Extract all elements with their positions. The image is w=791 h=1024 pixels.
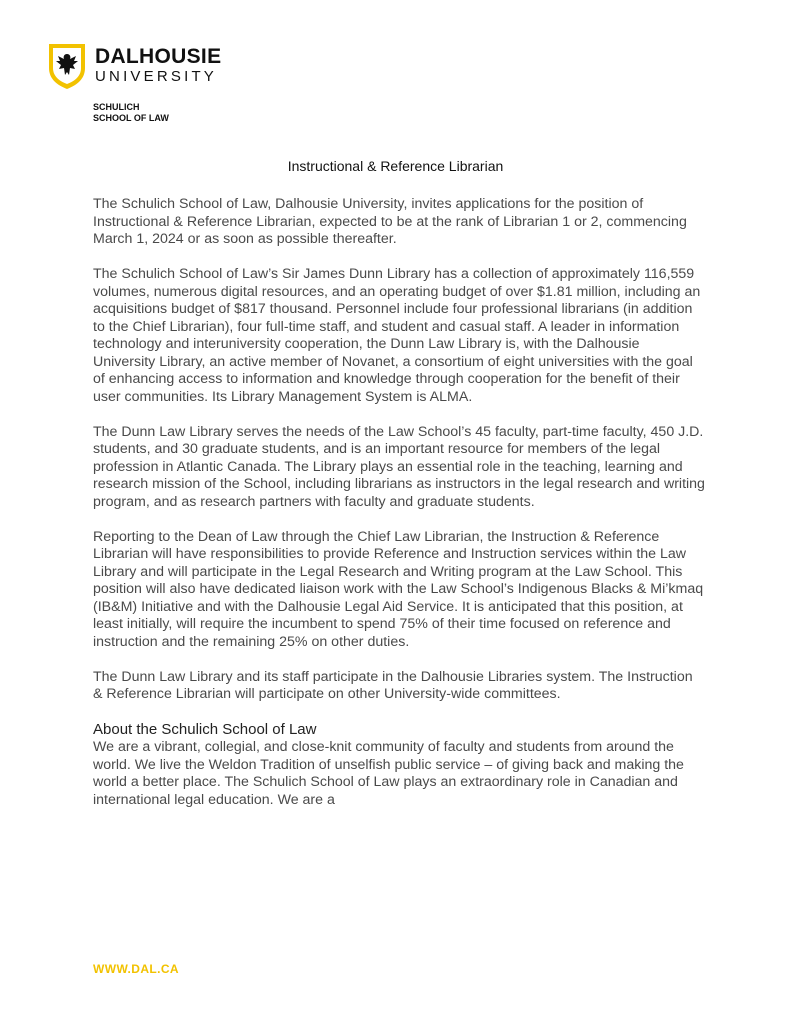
paragraph-library-overview: The Schulich School of Law’s Sir James Dunn Library has a collection of approximately 116,559 volumes, numerous digital resources, and an operating budget of over $1.81 million, including an acquisitions budget of $817 thousand. Personnel include four professional librarians (in addition to the Chief Librarian), four full-time staff, and student and casual staff. A leader in information technology and interuniversity cooperation, the Dunn Law Library is, with the Dalhousie University Library, an active member of Novanet, a consortium of eight universities with the goal of enhancing access to information and knowledge through cooperation for the benefit of their user communities. Its Library Management System is ALMA. (93, 266, 701, 405)
paragraph-reporting: Reporting to the Dean of Law through the Chief Law Librarian, the Instruction & Reference Librarian will have responsibilities to provide Reference and Instruction services within the Law Library and will participate in the Legal Research and Writing program at the Law School. This position will also have dedicated liaison work with the Law School’s Indigenous Blacks & Mi’kmaq (IB&M) Initiative and with the Dalhousie Legal Aid Service. It is anticipated that this position, at least initially, will require the incumbent to spend 75% of their time focused on reference and instruction and the remaining 25% on other duties. (93, 528, 704, 650)
document-title: Instructional & Reference Librarian (287, 158, 504, 174)
document-body (93, 196, 705, 827)
shield-crest-icon (47, 42, 87, 90)
paragraph-intro: The Schulich School of Law, Dalhousie University, invites applications for the position of Instructional & Reference Librarian, expected to be at the rank of Librarian 1 or 2, commencing March 1, 2024 or as soon as possible thereafter. (93, 196, 687, 247)
logo-wordmark-dalhousie: DALHOUSIE (95, 45, 222, 68)
paragraph-libraries-system: The Dunn Law Library and its staff participate in the Dalhousie Libraries system. The Instruction & Reference Librarian will participate on other University-wide committees. (93, 668, 693, 702)
section-heading: About the Schulich School of Law (93, 721, 317, 738)
faculty-line-2: SCHOOL OF LAW (93, 113, 169, 123)
paragraph-about-school: We are a vibrant, collegial, and close-knit community of faculty and students from around the world. We live the Weldon Tradition of unselfish public service – of giving back and making the world a better place. The Schulich School of Law plays an extraordinary role in Canadian and international legal education. We are a (93, 739, 684, 808)
logo-wordmark-university: UNIVERSITY (95, 68, 218, 85)
faculty-name (93, 102, 169, 124)
paragraph-library-service: The Dunn Law Library serves the needs of the Law School’s 45 faculty, part-time faculty, 450 J.D. students, and 30 graduate students, and is an important resource for members of the legal profession in Atlantic Canada. The Library plays an essential role in the teaching, learning and research mission of the School, including librarians as instructors in the legal research and writing program, and as research partners with faculty and graduate students. (93, 423, 705, 510)
footer-url[interactable]: WWW.DAL.CA (93, 962, 179, 976)
faculty-line-1: SCHULICH (93, 102, 140, 112)
